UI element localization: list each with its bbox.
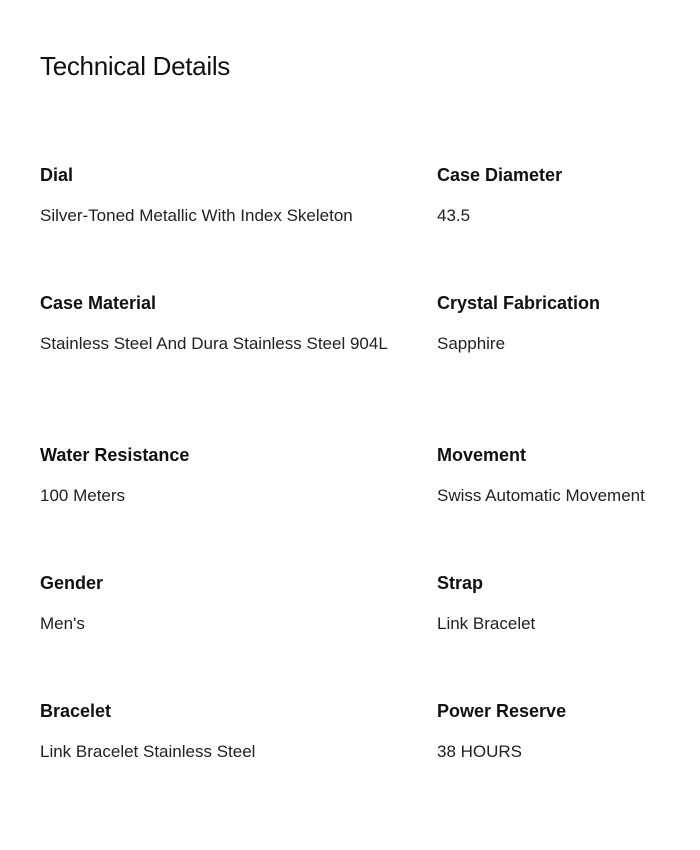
spec-label: Bracelet xyxy=(40,701,112,721)
spec-value: Sapphire xyxy=(437,334,506,353)
spec-row xyxy=(40,571,690,699)
spec-value: Stainless Steel And Dura Stainless Steel 904L xyxy=(40,334,388,353)
spec-value: 43.5 xyxy=(437,206,471,225)
spec-value: Link Bracelet Stainless Steel xyxy=(40,742,256,761)
spec-water-resistance xyxy=(40,443,437,571)
spec-row xyxy=(40,291,690,443)
spec-label: Gender xyxy=(40,573,104,593)
spec-bracelet xyxy=(40,699,437,827)
spec-label: Case Diameter xyxy=(437,165,563,185)
spec-value: Silver-Toned Metallic With Index Skeleton xyxy=(40,206,353,225)
spec-crystal-fabrication xyxy=(437,291,690,443)
spec-movement xyxy=(437,443,690,571)
spec-label: Movement xyxy=(437,445,527,465)
spec-label: Power Reserve xyxy=(437,701,567,721)
spec-label: Water Resistance xyxy=(40,445,190,465)
spec-case-diameter xyxy=(437,163,690,291)
spec-label: Strap xyxy=(437,573,484,593)
spec-row xyxy=(40,163,690,291)
spec-row xyxy=(40,443,690,571)
spec-dial xyxy=(40,163,437,291)
spec-power-reserve xyxy=(437,699,690,827)
spec-value: Swiss Automatic Movement xyxy=(437,486,645,505)
spec-label: Case Material xyxy=(40,293,157,313)
spec-value: 38 HOURS xyxy=(437,742,523,761)
spec-row xyxy=(40,699,690,827)
technical-details-grid xyxy=(40,163,690,827)
spec-label: Dial xyxy=(40,165,74,185)
spec-strap xyxy=(437,571,690,699)
spec-label: Crystal Fabrication xyxy=(437,293,601,313)
spec-value: 100 Meters xyxy=(40,486,126,505)
spec-value: Link Bracelet xyxy=(437,614,536,633)
spec-gender xyxy=(40,571,437,699)
spec-case-material xyxy=(40,291,437,443)
spec-value: Men's xyxy=(40,614,85,633)
section-title: Technical Details xyxy=(40,51,230,81)
